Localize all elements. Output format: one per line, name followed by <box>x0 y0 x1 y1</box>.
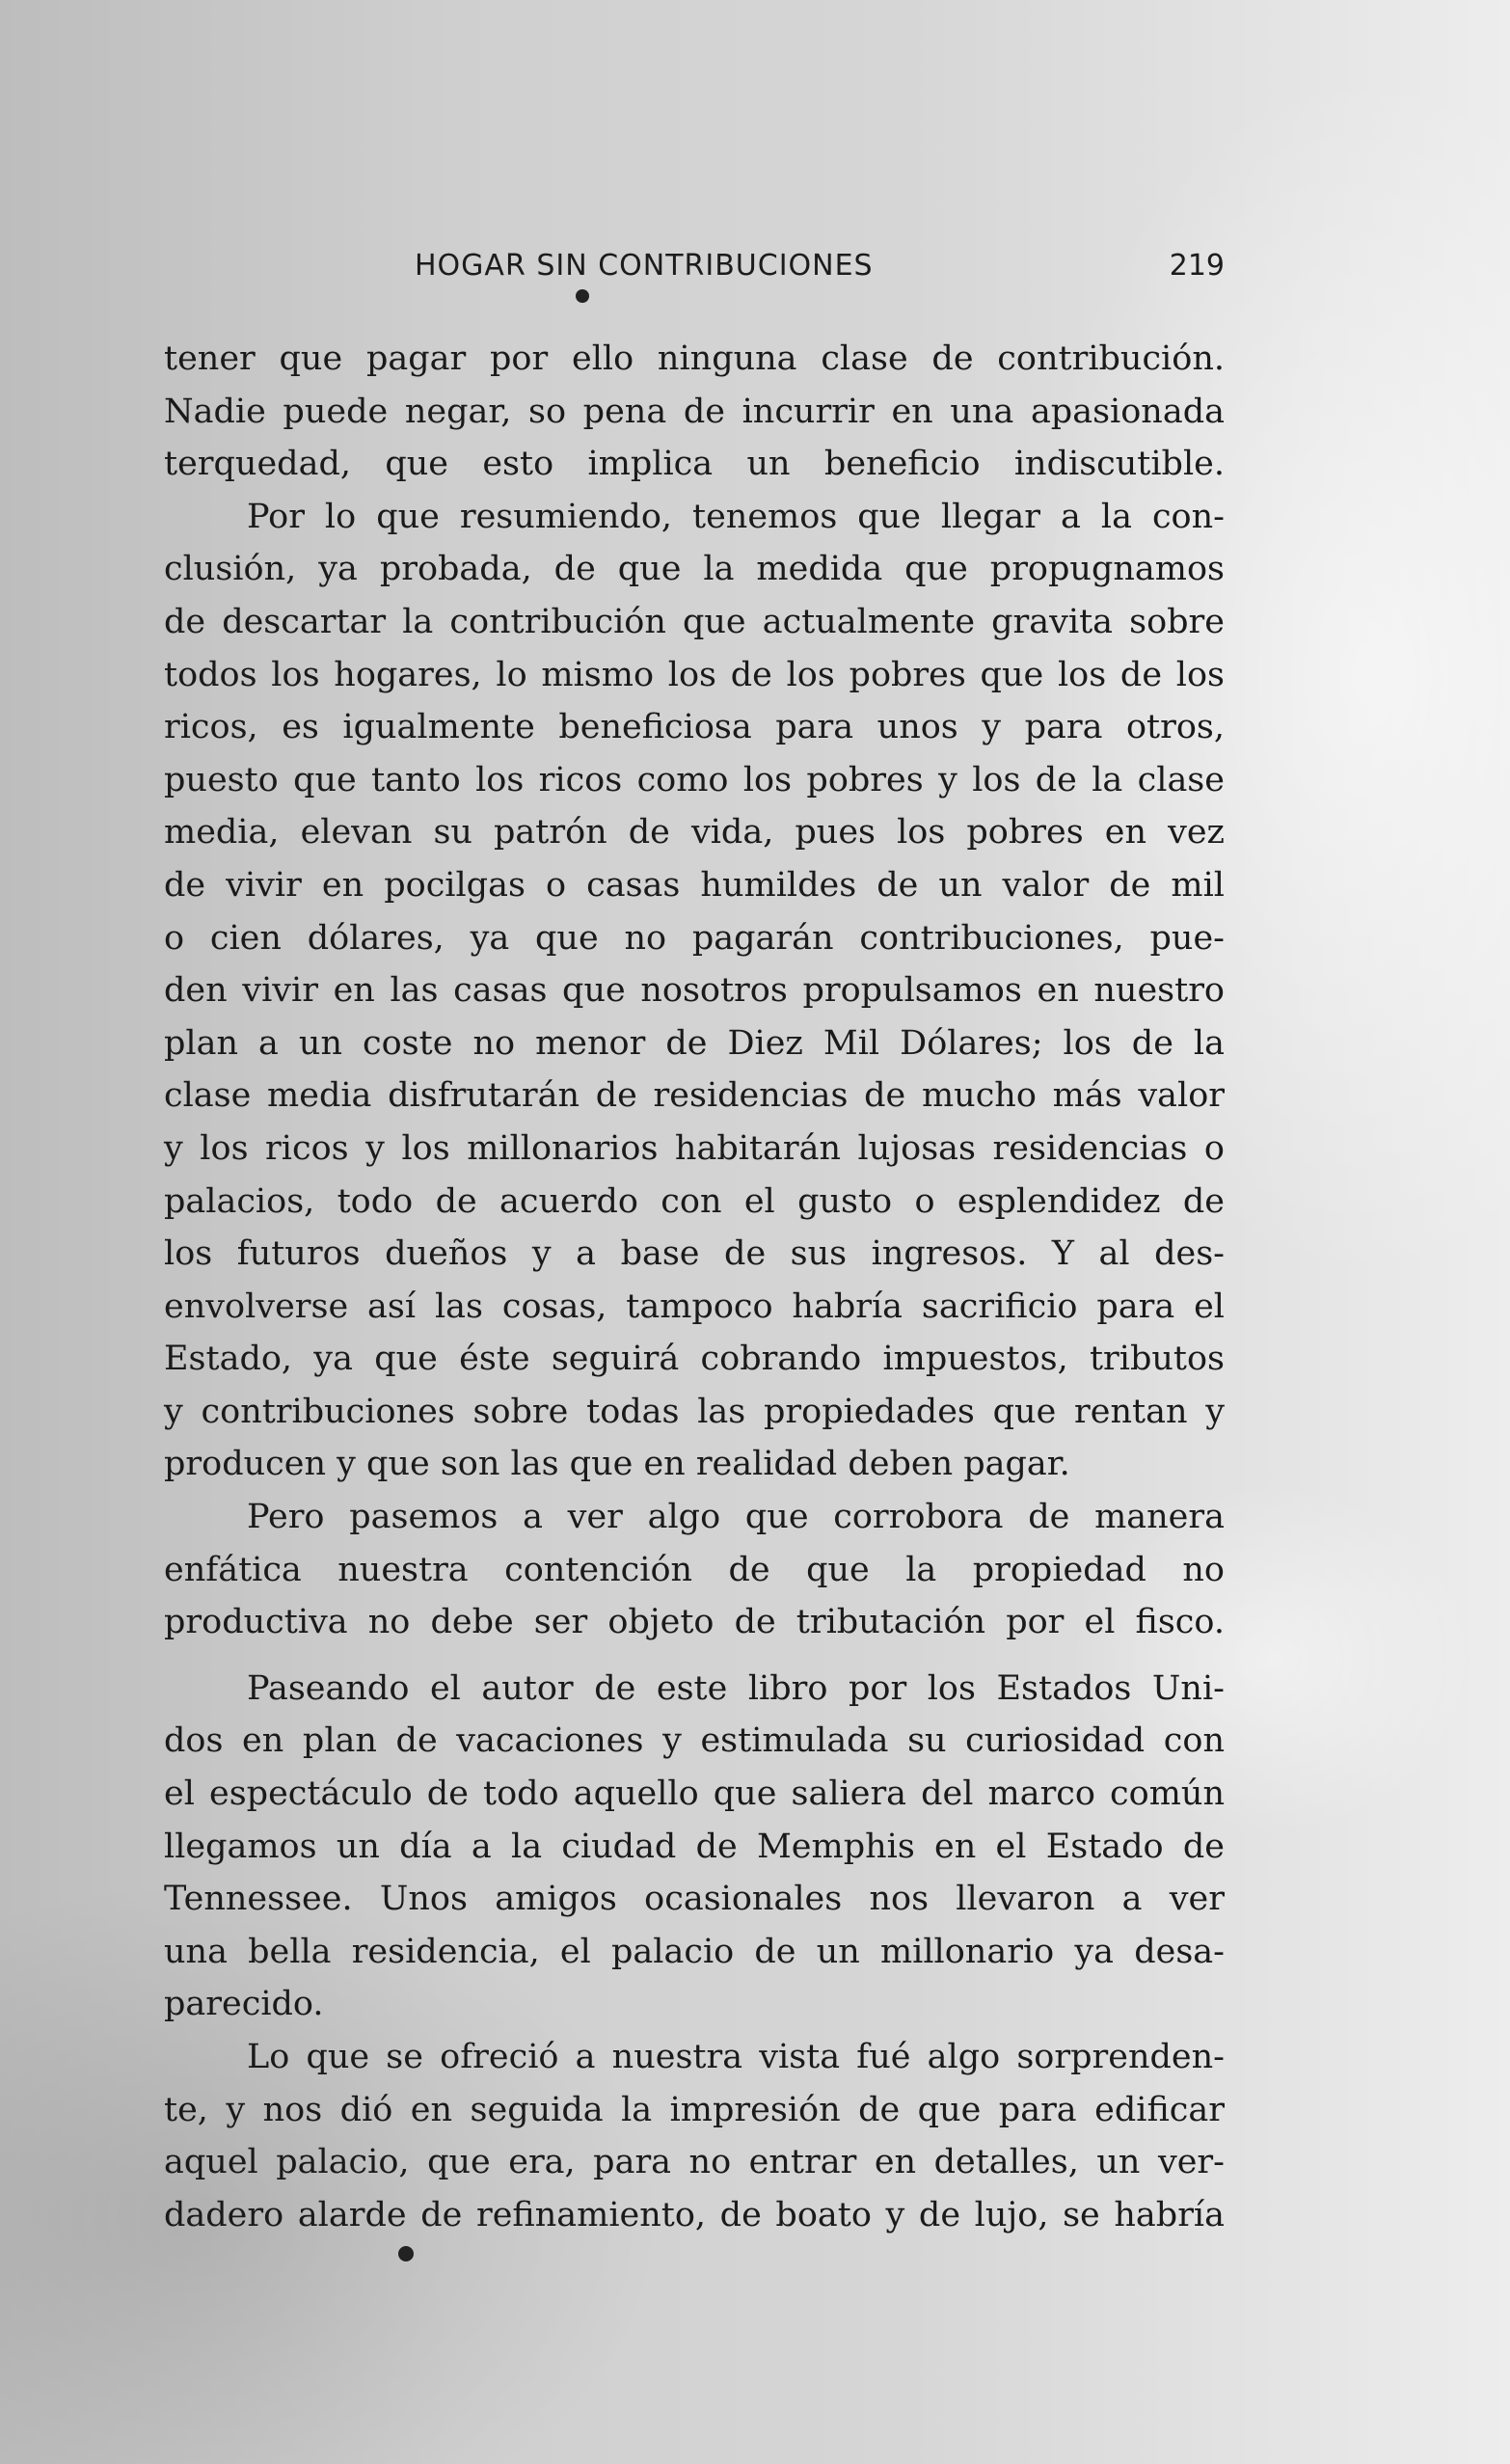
text-line: te, y nos dió en seguida la impresión de que para edificar <box>164 2090 1225 2129</box>
text-line: o cien dólares, ya que no pagarán contribuciones, pue- <box>164 918 1225 958</box>
text-line: Tennessee. Unos amigos ocasionales nos llevaron a ver <box>164 1880 1225 1919</box>
text-line: puesto que tanto los ricos como los pobres y los de la clase <box>164 760 1225 799</box>
text-line: dos en plan de vacaciones y estimulada su curiosidad con <box>164 1721 1225 1761</box>
text-line: clusión, ya probada, de que la medida que propugnamos <box>164 550 1225 589</box>
paragraph-4 <box>164 1663 1225 2031</box>
text-line: llegamos un día a la ciudad de Memphis en el Estado de <box>164 1827 1225 1866</box>
text-line: plan a un coste no menor de Diez Mil Dólares; los de la <box>164 1023 1225 1063</box>
text-line: palacios, todo de acuerdo con el gusto o esplendidez de <box>164 1181 1225 1221</box>
paragraph-1 <box>164 333 1225 491</box>
text-line: enfática nuestra contención de que la propiedad no <box>164 1550 1225 1589</box>
text-line: Estado, ya que éste seguirá cobrando impuestos, tributos <box>164 1340 1225 1379</box>
text-line: el espectáculo de todo aquello que saliera del marco común <box>164 1774 1225 1814</box>
text-line: y los ricos y los millonarios habitarán lujosas residencias o <box>164 1128 1225 1168</box>
running-title: HOGAR SIN CONTRIBUCIONES <box>415 249 874 283</box>
paragraph-5 <box>164 2031 1225 2241</box>
text-line: ricos, es igualmente beneficiosa para unos y para otros, <box>164 708 1225 747</box>
text-line: Nadie puede negar, so pena de incurrir en una apasionada <box>164 392 1225 431</box>
ink-blot <box>576 289 589 303</box>
text-line: terquedad, que esto implica un beneficio indiscutible. <box>164 445 1225 484</box>
text-line: Por lo que resumiendo, tenemos que llegar a la con- <box>247 497 1225 536</box>
text-line: productiva no debe ser objeto de tributación por el fisco. <box>164 1603 1225 1642</box>
text-line: parecido. <box>164 1985 324 2024</box>
text-line: de vivir en pocilgas o casas humildes de un valor de mil <box>164 865 1225 905</box>
text-line: Pero pasemos a ver algo que corrobora de manera <box>247 1498 1225 1537</box>
text-line: Paseando el autor de este libro por los Estados Uni- <box>247 1668 1225 1708</box>
running-head <box>164 249 1225 297</box>
ink-blot <box>398 2246 414 2261</box>
text-line: los futuros dueños y a base de sus ingresos. Y al des- <box>164 1234 1225 1274</box>
text-line: den vivir en las casas que nosotros propulsamos en nuestro <box>164 971 1225 1011</box>
body-text <box>164 333 1225 2241</box>
page-number: 219 <box>1169 249 1225 283</box>
text-line: dadero alarde de refinamiento, de boato y de lujo, se habría <box>164 2195 1225 2234</box>
text-line: clase media disfrutarán de residencias de mucho más valor <box>164 1076 1225 1116</box>
text-line: Lo que se ofreció a nuestra vista fué algo sorprenden- <box>247 2038 1225 2076</box>
text-line: una bella residencia, el palacio de un millonario ya desa- <box>164 1932 1225 1971</box>
text-line: media, elevan su patrón de vida, pues los pobres en vez <box>164 813 1225 853</box>
text-line: producen y que son las que en realidad deben pagar. <box>164 1445 1070 1484</box>
text-line: tener que pagar por ello ninguna clase de contribución. <box>164 339 1225 378</box>
text-line: de descartar la contribución que actualmente gravita sobre <box>164 602 1225 641</box>
paragraph-2 <box>164 491 1225 1491</box>
paragraph-3 <box>164 1491 1225 1649</box>
text-line: todos los hogares, lo mismo los de los pobres que los de los <box>164 655 1225 694</box>
text-line: y contribuciones sobre todas las propiedades que rentan y <box>164 1392 1225 1431</box>
text-line: envolverse así las cosas, tampoco habría sacrificio para el <box>164 1286 1225 1326</box>
text-line: aquel palacio, que era, para no entrar en detalles, un ver- <box>164 2143 1225 2182</box>
